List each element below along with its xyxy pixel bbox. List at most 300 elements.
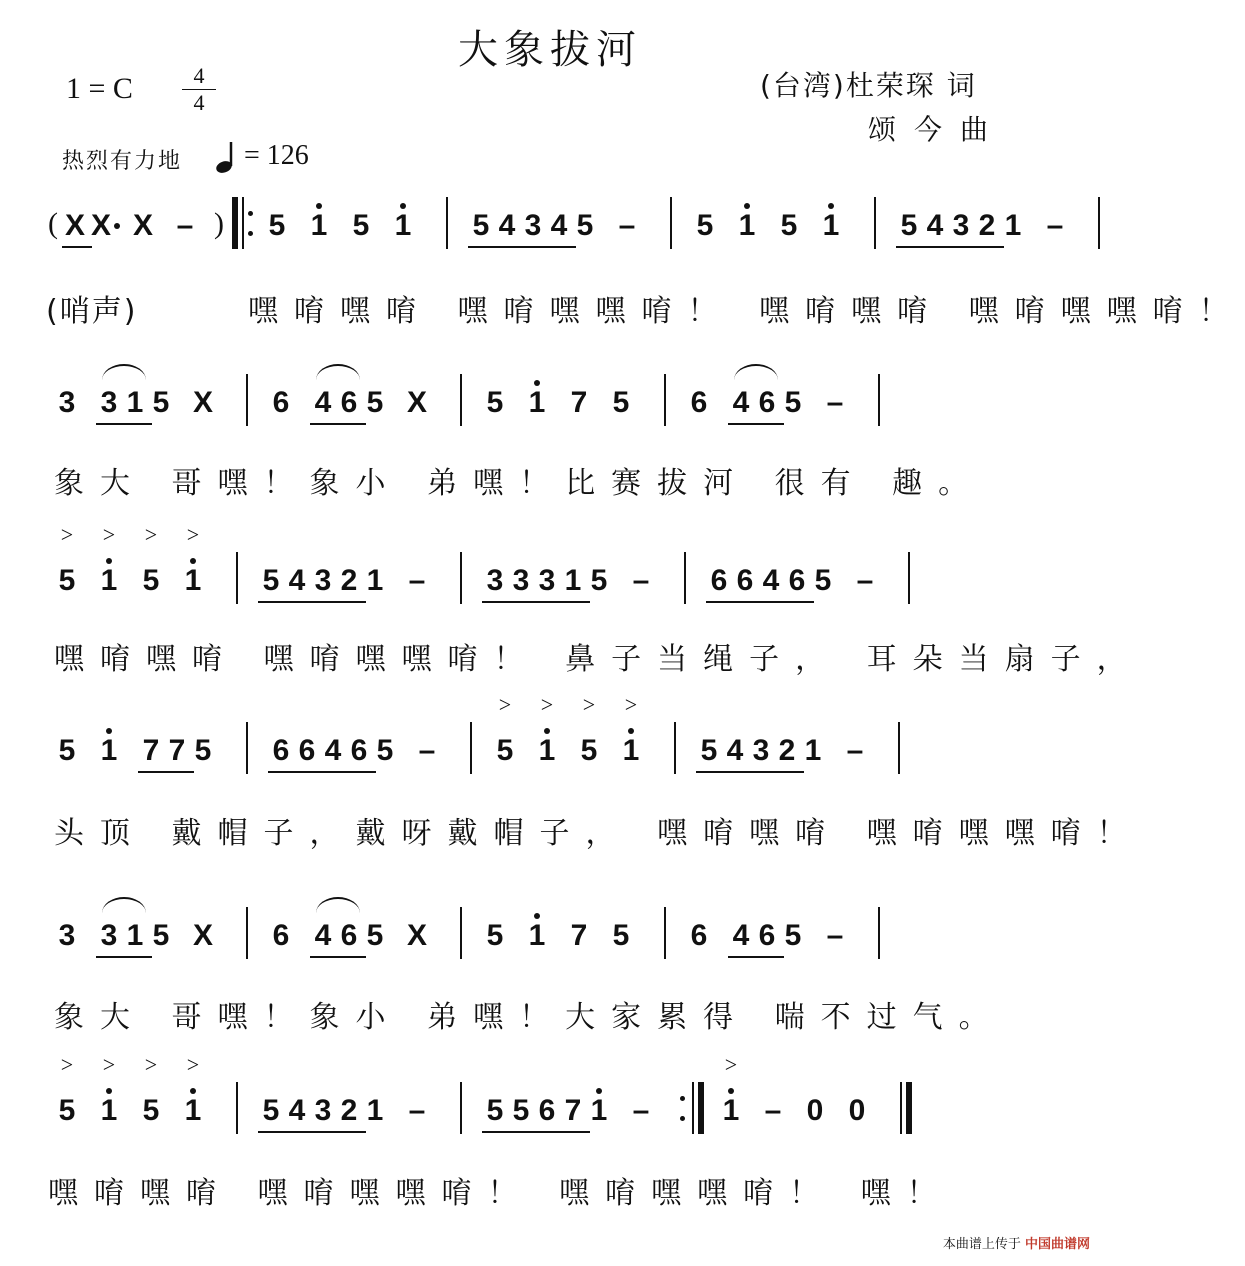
high-octave-dot	[190, 558, 196, 564]
note	[586, 1080, 612, 1140]
barline	[446, 197, 448, 249]
note-numeral: 5	[376, 734, 394, 767]
note	[520, 195, 546, 255]
high-octave-dot	[744, 203, 750, 209]
repeat-dots	[248, 207, 254, 243]
note-numeral: 5	[612, 386, 630, 419]
note	[96, 522, 122, 610]
note-numeral: 3	[100, 386, 118, 419]
note	[974, 195, 1000, 255]
note	[180, 522, 206, 610]
note	[546, 195, 572, 255]
accent-mark: >	[582, 692, 596, 717]
accent-mark: >	[144, 522, 158, 547]
note-numeral: 3	[100, 919, 118, 952]
note	[844, 1080, 870, 1140]
note	[780, 372, 806, 432]
note	[190, 720, 216, 780]
note	[404, 550, 430, 610]
note-numeral: 4	[732, 386, 750, 419]
note	[54, 1052, 80, 1140]
note	[390, 195, 416, 255]
note-numeral: 5	[472, 209, 490, 242]
note-numeral: 6	[758, 919, 776, 952]
note	[1000, 195, 1026, 255]
note	[88, 195, 114, 255]
note	[264, 195, 290, 255]
high-octave-dot	[596, 1088, 602, 1094]
accent-mark: >	[60, 1052, 74, 1077]
notation-row-6	[0, 1052, 1100, 1140]
note	[686, 905, 712, 965]
note-numeral: 6	[298, 734, 316, 767]
high-octave-dot	[534, 380, 540, 386]
note-numeral: 5	[262, 564, 280, 597]
note	[734, 195, 760, 255]
note-numeral: –	[632, 564, 650, 597]
note	[414, 720, 440, 780]
note-numeral: X	[64, 209, 85, 242]
note	[268, 372, 294, 432]
note-numeral: 1	[184, 564, 202, 597]
note-numeral: 3	[314, 564, 332, 597]
barline	[246, 374, 248, 426]
note-numeral: –	[826, 386, 844, 419]
note	[758, 550, 784, 610]
note	[284, 550, 310, 610]
note	[148, 905, 174, 965]
final-barline-thin	[900, 1082, 902, 1134]
note-numeral: 7	[168, 734, 186, 767]
notation-row-4	[0, 692, 1100, 780]
note	[566, 372, 592, 432]
note	[268, 720, 294, 780]
note-numeral: X	[90, 209, 111, 242]
note-numeral: 6	[690, 386, 708, 419]
note-numeral: 1	[822, 209, 840, 242]
note	[482, 550, 508, 610]
note	[404, 905, 430, 965]
upload-footer	[943, 1233, 1090, 1252]
note-numeral: 6	[538, 1094, 556, 1127]
repeat-end-thick-barline	[698, 1082, 704, 1134]
high-octave-dot	[316, 203, 322, 209]
note	[494, 195, 520, 255]
note	[54, 905, 80, 965]
note	[800, 720, 826, 780]
note	[54, 522, 80, 610]
note	[320, 720, 346, 780]
note	[482, 1080, 508, 1140]
note-numeral: 5	[486, 919, 504, 952]
note-numeral: –	[408, 564, 426, 597]
note-numeral: 2	[340, 564, 358, 597]
note	[586, 550, 612, 610]
whistle-label: (哨声)	[46, 294, 138, 329]
note	[524, 372, 550, 432]
high-octave-dot	[534, 913, 540, 919]
note	[96, 1052, 122, 1140]
barline	[236, 552, 238, 604]
note-numeral: 1	[564, 564, 582, 597]
note-numeral: –	[632, 1094, 650, 1127]
note-numeral: –	[1046, 209, 1064, 242]
note-numeral: 1	[804, 734, 822, 767]
accent-mark: >	[102, 1052, 116, 1077]
note	[852, 550, 878, 610]
note-numeral: 4	[926, 209, 944, 242]
note-numeral: 5	[152, 919, 170, 952]
note-numeral: 6	[272, 734, 290, 767]
high-octave-dot	[106, 1088, 112, 1094]
note	[190, 905, 216, 965]
barline	[246, 907, 248, 959]
note-numeral: 5	[366, 386, 384, 419]
note-numeral: –	[418, 734, 436, 767]
note	[696, 720, 722, 780]
note-numeral: 5	[784, 386, 802, 419]
note-numeral: –	[764, 1094, 782, 1127]
lyric-line-5: 象大 哥嘿！象小 弟嘿！大家累得 喘不过气。	[54, 1000, 1005, 1035]
note-numeral: 5	[58, 1094, 76, 1127]
note	[534, 692, 560, 780]
notation-row-1	[0, 195, 1100, 255]
note	[576, 692, 602, 780]
note-numeral: 3	[486, 564, 504, 597]
note-numeral: 5	[780, 209, 798, 242]
note-numeral: 5	[268, 209, 286, 242]
note	[310, 372, 336, 432]
lyric-line-2: 象大 哥嘿！象小 弟嘿！比赛拔河 很有 趣。	[54, 466, 985, 501]
note-numeral: 7	[564, 1094, 582, 1127]
note-numeral: 0	[806, 1094, 824, 1127]
note	[362, 372, 388, 432]
note-numeral: 6	[272, 919, 290, 952]
note	[748, 720, 774, 780]
note-numeral: 1	[100, 734, 118, 767]
lyric-line-1: 嘿唷嘿唷 嘿唷嘿嘿唷！ 嘿唷嘿唷 嘿唷嘿嘿唷！	[248, 294, 1245, 329]
note	[310, 905, 336, 965]
note-numeral: –	[856, 564, 874, 597]
high-octave-dot	[190, 1088, 196, 1094]
lyric-line-6: 嘿唷嘿唷 嘿唷嘿嘿唷！ 嘿唷嘿嘿唷！ 嘿！	[48, 1176, 953, 1211]
note	[284, 1080, 310, 1140]
note-numeral: 5	[784, 919, 802, 952]
note-numeral: 5	[700, 734, 718, 767]
accent-mark: >	[724, 1052, 738, 1077]
note-numeral: 4	[762, 564, 780, 597]
barline	[664, 374, 666, 426]
note-numeral: 6	[340, 919, 358, 952]
note-numeral: 1	[622, 734, 640, 767]
note	[774, 720, 800, 780]
barline	[878, 374, 880, 426]
note	[560, 550, 586, 610]
note-numeral: 1	[126, 386, 144, 419]
note-numeral: 6	[340, 386, 358, 419]
barline	[236, 1082, 238, 1134]
note	[54, 372, 80, 432]
note-numeral: 5	[496, 734, 514, 767]
note	[258, 1080, 284, 1140]
high-octave-dot	[544, 728, 550, 734]
note	[524, 905, 550, 965]
note	[336, 550, 362, 610]
note-numeral: 6	[690, 919, 708, 952]
note	[948, 195, 974, 255]
repeat-dots	[680, 1092, 686, 1128]
note-numeral: 5	[152, 386, 170, 419]
note	[294, 720, 320, 780]
note-numeral: –	[846, 734, 864, 767]
note-numeral: 6	[736, 564, 754, 597]
note-numeral: 4	[288, 564, 306, 597]
lyric-line-3: 嘿唷嘿唷 嘿唷嘿嘿唷！ 鼻子当绳子， 耳朵当扇子，	[54, 642, 1143, 677]
note-numeral: 1	[528, 919, 546, 952]
note-numeral: 3	[752, 734, 770, 767]
note	[810, 550, 836, 610]
repeat-start-barline	[242, 197, 244, 249]
note	[468, 195, 494, 255]
note	[566, 905, 592, 965]
note-numeral: X	[192, 386, 213, 419]
note-numeral: 6	[710, 564, 728, 597]
note	[404, 1080, 430, 1140]
tempo-marking: 热烈有力地	[62, 149, 183, 174]
note	[362, 1080, 388, 1140]
note	[404, 372, 430, 432]
note	[310, 550, 336, 610]
note-numeral: 1	[528, 386, 546, 419]
note	[362, 550, 388, 610]
note-numeral: 5	[590, 564, 608, 597]
note	[686, 372, 712, 432]
note-numeral: 6	[272, 386, 290, 419]
accent-mark: >	[624, 692, 638, 717]
note-numeral: 5	[900, 209, 918, 242]
accent-mark: >	[186, 1052, 200, 1077]
lyric-line-4: 头顶 戴帽子，戴呀戴帽子， 嘿唷嘿唷 嘿唷嘿嘿唷！	[54, 816, 1143, 851]
note	[138, 1052, 164, 1140]
note	[508, 1080, 534, 1140]
footer-text: 本曲谱上传于	[942, 1237, 1021, 1252]
note	[346, 720, 372, 780]
tempo-value: = 126	[244, 140, 309, 171]
note-numeral: 5	[262, 1094, 280, 1127]
barline	[674, 722, 676, 774]
note	[896, 195, 922, 255]
note	[822, 372, 848, 432]
high-octave-dot	[728, 1088, 734, 1094]
note-numeral: 6	[350, 734, 368, 767]
barline	[470, 722, 472, 774]
note	[372, 720, 398, 780]
note	[818, 195, 844, 255]
note-numeral: 1	[100, 1094, 118, 1127]
note-numeral: 0	[848, 1094, 866, 1127]
song-title: 大象拔河	[458, 27, 642, 73]
final-barline-thick	[906, 1082, 912, 1134]
high-octave-dot	[628, 728, 634, 734]
note-numeral: 1	[538, 734, 556, 767]
note-numeral: 1	[366, 1094, 384, 1127]
note	[164, 720, 190, 780]
note	[306, 195, 332, 255]
note-numeral: 1	[738, 209, 756, 242]
note-numeral: 4	[732, 919, 750, 952]
note	[842, 720, 868, 780]
note	[718, 1052, 744, 1140]
note-numeral: 2	[778, 734, 796, 767]
barline	[460, 374, 462, 426]
note-numeral: X	[192, 919, 213, 952]
note	[732, 550, 758, 610]
note-numeral: 5	[194, 734, 212, 767]
barline	[898, 722, 900, 774]
note-numeral: 1	[100, 564, 118, 597]
note-numeral: –	[176, 209, 194, 242]
repeat-end-barline	[692, 1082, 694, 1134]
accent-mark: >	[498, 692, 512, 717]
note	[148, 372, 174, 432]
note	[628, 550, 654, 610]
note	[608, 905, 634, 965]
note-numeral: 5	[58, 734, 76, 767]
barline	[908, 552, 910, 604]
note	[922, 195, 948, 255]
note-numeral: X	[406, 386, 427, 419]
note-numeral: 6	[788, 564, 806, 597]
note-numeral: 5	[486, 1094, 504, 1127]
note	[754, 905, 780, 965]
note	[784, 550, 810, 610]
note	[122, 905, 148, 965]
note	[336, 372, 362, 432]
note-numeral: 5	[814, 564, 832, 597]
barline	[664, 907, 666, 959]
note	[96, 720, 122, 780]
note	[336, 905, 362, 965]
note-numeral: 4	[288, 1094, 306, 1127]
barline	[684, 552, 686, 604]
note	[336, 1080, 362, 1140]
high-octave-dot	[400, 203, 406, 209]
note	[138, 720, 164, 780]
note-numeral: 1	[310, 209, 328, 242]
note-numeral: 6	[758, 386, 776, 419]
note-numeral: 5	[696, 209, 714, 242]
note-numeral: 5	[366, 919, 384, 952]
note	[534, 1080, 560, 1140]
note	[728, 372, 754, 432]
barline	[1098, 197, 1100, 249]
note	[362, 905, 388, 965]
parenthesis: )	[214, 207, 224, 240]
high-octave-dot	[106, 558, 112, 564]
note	[572, 195, 598, 255]
note	[614, 195, 640, 255]
accent-mark: >	[144, 1052, 158, 1077]
accent-mark: >	[102, 522, 116, 547]
note-numeral: 3	[58, 919, 76, 952]
quarter-note-icon	[215, 140, 239, 174]
double-barline	[232, 197, 238, 249]
note-numeral: 3	[512, 564, 530, 597]
note-numeral: 5	[612, 919, 630, 952]
note-numeral: 1	[1004, 209, 1022, 242]
augmentation-dot	[114, 223, 120, 229]
time-signature	[182, 64, 216, 115]
time-signature-bottom: 4	[193, 90, 205, 115]
note-numeral: 3	[524, 209, 542, 242]
note	[728, 905, 754, 965]
note-numeral: –	[408, 1094, 426, 1127]
note-numeral: 4	[314, 386, 332, 419]
barline	[670, 197, 672, 249]
note-numeral: 1	[184, 1094, 202, 1127]
note-numeral: 2	[978, 209, 996, 242]
note	[560, 1080, 586, 1140]
note	[692, 195, 718, 255]
note-numeral: 7	[570, 386, 588, 419]
note	[482, 905, 508, 965]
note-numeral: 4	[324, 734, 342, 767]
note-numeral: 1	[590, 1094, 608, 1127]
note	[628, 1080, 654, 1140]
note-numeral: 3	[538, 564, 556, 597]
note	[482, 372, 508, 432]
note-numeral: 1	[394, 209, 412, 242]
site-logo-text: 中国曲谱网	[1024, 1237, 1090, 1252]
note-numeral: 5	[142, 1094, 160, 1127]
accent-mark: >	[540, 692, 554, 717]
note-numeral: 4	[314, 919, 332, 952]
notation-row-5	[0, 905, 1100, 965]
time-signature-top: 4	[193, 63, 205, 88]
key-signature: 1 = C	[66, 72, 133, 105]
composer-credit: 颂今曲	[868, 113, 1007, 146]
notation-row-2	[0, 372, 1100, 432]
note-numeral: 5	[142, 564, 160, 597]
note-numeral: 5	[580, 734, 598, 767]
note	[310, 1080, 336, 1140]
note-numeral: 2	[340, 1094, 358, 1127]
note	[1042, 195, 1068, 255]
note-numeral: 1	[126, 919, 144, 952]
note-numeral: 4	[550, 209, 568, 242]
high-octave-dot	[106, 728, 112, 734]
note	[760, 1080, 786, 1140]
note-numeral: 1	[722, 1094, 740, 1127]
note	[348, 195, 374, 255]
note-numeral: 5	[352, 209, 370, 242]
parenthesis: (	[48, 207, 58, 240]
note-numeral: X	[132, 209, 153, 242]
barline	[874, 197, 876, 249]
note	[54, 720, 80, 780]
note-numeral: X	[406, 919, 427, 952]
note-numeral: 3	[952, 209, 970, 242]
note	[268, 905, 294, 965]
accent-mark: >	[186, 522, 200, 547]
note	[258, 550, 284, 610]
note	[190, 372, 216, 432]
notation-row-3	[0, 522, 1100, 610]
note	[722, 720, 748, 780]
note-numeral: –	[618, 209, 636, 242]
note	[780, 905, 806, 965]
lyricist-credit: (台湾)杜荣琛 词	[760, 69, 977, 102]
